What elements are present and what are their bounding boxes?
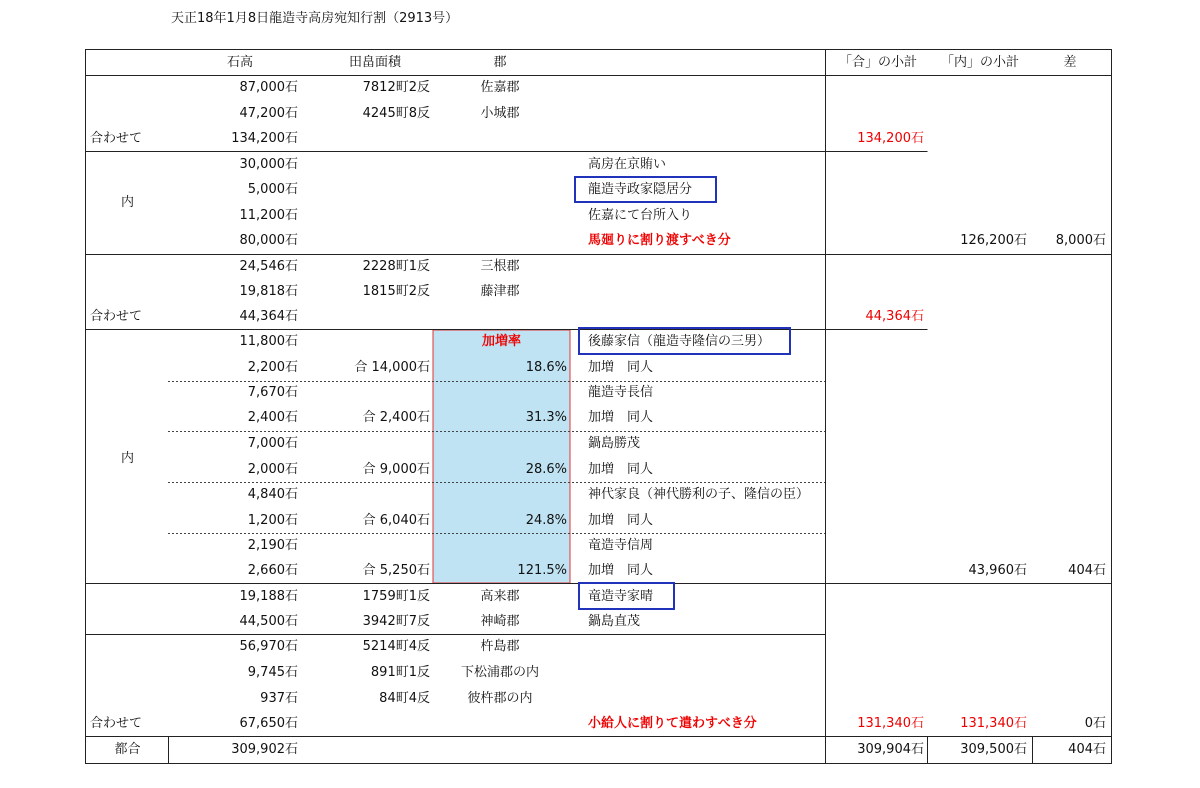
cell-kokudaka: 7,670石 xyxy=(247,385,298,400)
cell-gun: 下松浦郡の内 xyxy=(460,665,539,680)
cell-go: 44,364石 xyxy=(865,309,924,324)
cell-kokudaka: 2,400石 xyxy=(247,410,298,425)
cell-kokudaka: 9,745石 xyxy=(247,665,298,680)
cell-kokudaka: 1,200石 xyxy=(247,513,298,528)
page-title: 天正18年1月8日龍造寺高房宛知行割（2913号） xyxy=(171,11,459,26)
cell-gun: 三根郡 xyxy=(480,259,520,274)
header-uchi-subtotal: 「内」の小計 xyxy=(940,55,1019,70)
cell-kokudaka: 47,200石 xyxy=(239,106,298,121)
cell-note: 加増 同人 xyxy=(588,360,654,375)
cell-denbata: 891町1反 xyxy=(370,665,430,680)
cell-kokudaka: 134,200石 xyxy=(231,131,298,146)
cell-note: 加増 同人 xyxy=(588,462,654,477)
cell-note: 鍋島勝茂 xyxy=(588,436,641,451)
cell-note: 馬廻りに割り渡すべき分 xyxy=(588,233,731,248)
cell-label: 合わせて xyxy=(90,309,143,324)
cell-kokudaka: 11,800石 xyxy=(239,334,298,349)
cell-note: 神代家良（神代勝利の子、隆信の臣） xyxy=(588,487,810,502)
cell-sa: 404石 xyxy=(1068,563,1106,578)
cell-denbata: 84町4反 xyxy=(379,691,430,706)
cell-note: 竜造寺信周 xyxy=(588,538,654,553)
cell-kokudaka: 44,364石 xyxy=(239,309,298,324)
cell-kokudaka: 19,188石 xyxy=(239,589,298,604)
header-kokudaka: 石高 xyxy=(226,55,253,70)
cell-denbata: 4245町8反 xyxy=(362,106,430,121)
cell-gun: 小城郡 xyxy=(480,106,520,121)
cell-kokudaka: 5,000石 xyxy=(247,182,298,197)
cell-denbata: 3942町7反 xyxy=(362,614,430,629)
cell-note: 後藤家信（龍造寺隆信の三男） xyxy=(588,334,771,349)
cell-kokudaka: 87,000石 xyxy=(239,80,298,95)
cell-gun: 高来郡 xyxy=(480,589,520,604)
cell-sa: 0石 xyxy=(1084,716,1106,731)
cell-go-amount: 合 14,000石 xyxy=(354,360,430,375)
cell-rate: 18.6% xyxy=(525,360,567,375)
cell-denbata: 1815町2反 xyxy=(362,284,430,299)
cell-kokudaka: 19,818石 xyxy=(239,284,298,299)
cell-kokudaka: 937石 xyxy=(260,691,298,706)
cell-label: 合わせて xyxy=(90,716,143,731)
cell-gun: 神崎郡 xyxy=(480,614,520,629)
cell-rate: 加増率 xyxy=(481,334,521,349)
header-denbata: 田畠面積 xyxy=(348,55,401,70)
cell-kokudaka: 4,840石 xyxy=(247,487,298,502)
cell-gun: 彼杵郡の内 xyxy=(467,691,533,706)
cell-label: 都合 xyxy=(114,742,141,757)
header-gun: 郡 xyxy=(493,55,507,70)
cell-go-amount: 合 9,000石 xyxy=(362,462,430,477)
cell-note: 鍋島直茂 xyxy=(588,614,641,629)
group-label-uchi-2: 内 xyxy=(120,451,134,466)
cell-note: 加増 同人 xyxy=(588,513,654,528)
cell-kokudaka: 2,200石 xyxy=(247,360,298,375)
cell-denbata: 5214町4反 xyxy=(362,639,430,654)
cell-gun: 佐嘉郡 xyxy=(480,80,520,95)
cell-rate: 28.6% xyxy=(525,462,567,477)
cell-kokudaka: 30,000石 xyxy=(239,157,298,172)
cell-note: 高房在京賄い xyxy=(588,157,667,172)
cell-uchi: 43,960石 xyxy=(968,563,1027,578)
cell-kokudaka: 2,660石 xyxy=(247,563,298,578)
cell-note: 加増 同人 xyxy=(588,563,654,578)
cell-kokudaka: 80,000石 xyxy=(239,233,298,248)
cell-go: 309,904石 xyxy=(857,742,924,757)
cell-gun: 杵島郡 xyxy=(480,639,520,654)
cell-kokudaka: 44,500石 xyxy=(239,614,298,629)
cell-go-amount: 合 5,250石 xyxy=(362,563,430,578)
cell-sa: 404石 xyxy=(1068,742,1106,757)
cell-rate: 121.5% xyxy=(517,563,567,578)
cell-denbata: 2228町1反 xyxy=(362,259,430,274)
cell-kokudaka: 2,190石 xyxy=(247,538,298,553)
cell-go-amount: 合 6,040石 xyxy=(362,513,430,528)
cell-kokudaka: 2,000石 xyxy=(247,462,298,477)
cell-go: 131,340石 xyxy=(857,716,924,731)
group-label-uchi-1: 内 xyxy=(120,195,134,210)
cell-kokudaka: 7,000石 xyxy=(247,436,298,451)
cell-sa: 8,000石 xyxy=(1055,233,1106,248)
cell-go-amount: 合 2,400石 xyxy=(362,410,430,425)
cell-kokudaka: 56,970石 xyxy=(239,639,298,654)
cell-uchi: 131,340石 xyxy=(960,716,1027,731)
cell-uchi: 309,500石 xyxy=(960,742,1027,757)
cell-denbata: 1759町1反 xyxy=(362,589,430,604)
cell-kokudaka: 24,546石 xyxy=(239,259,298,274)
cell-kokudaka: 67,650石 xyxy=(239,716,298,731)
cell-kokudaka: 11,200石 xyxy=(239,208,298,223)
cell-gun: 藤津郡 xyxy=(480,284,520,299)
cell-rate: 31.3% xyxy=(525,410,567,425)
cell-note: 佐嘉にて台所入り xyxy=(588,208,693,223)
cell-rate: 24.8% xyxy=(525,513,567,528)
cell-note: 竜造寺家晴 xyxy=(588,589,654,604)
cell-uchi: 126,200石 xyxy=(960,233,1027,248)
cell-kokudaka: 309,902石 xyxy=(231,742,298,757)
cell-note: 龍造寺長信 xyxy=(588,385,654,400)
header-sa: 差 xyxy=(1063,55,1077,70)
cell-note: 加増 同人 xyxy=(588,410,654,425)
cell-go: 134,200石 xyxy=(857,131,924,146)
cell-denbata: 7812町2反 xyxy=(362,80,430,95)
cell-note: 小給人に割りて遣わすべき分 xyxy=(588,716,757,731)
cell-label: 合わせて xyxy=(90,131,143,146)
header-go-subtotal: 「合」の小計 xyxy=(838,55,917,70)
cell-note: 龍造寺政家隠居分 xyxy=(588,182,693,197)
